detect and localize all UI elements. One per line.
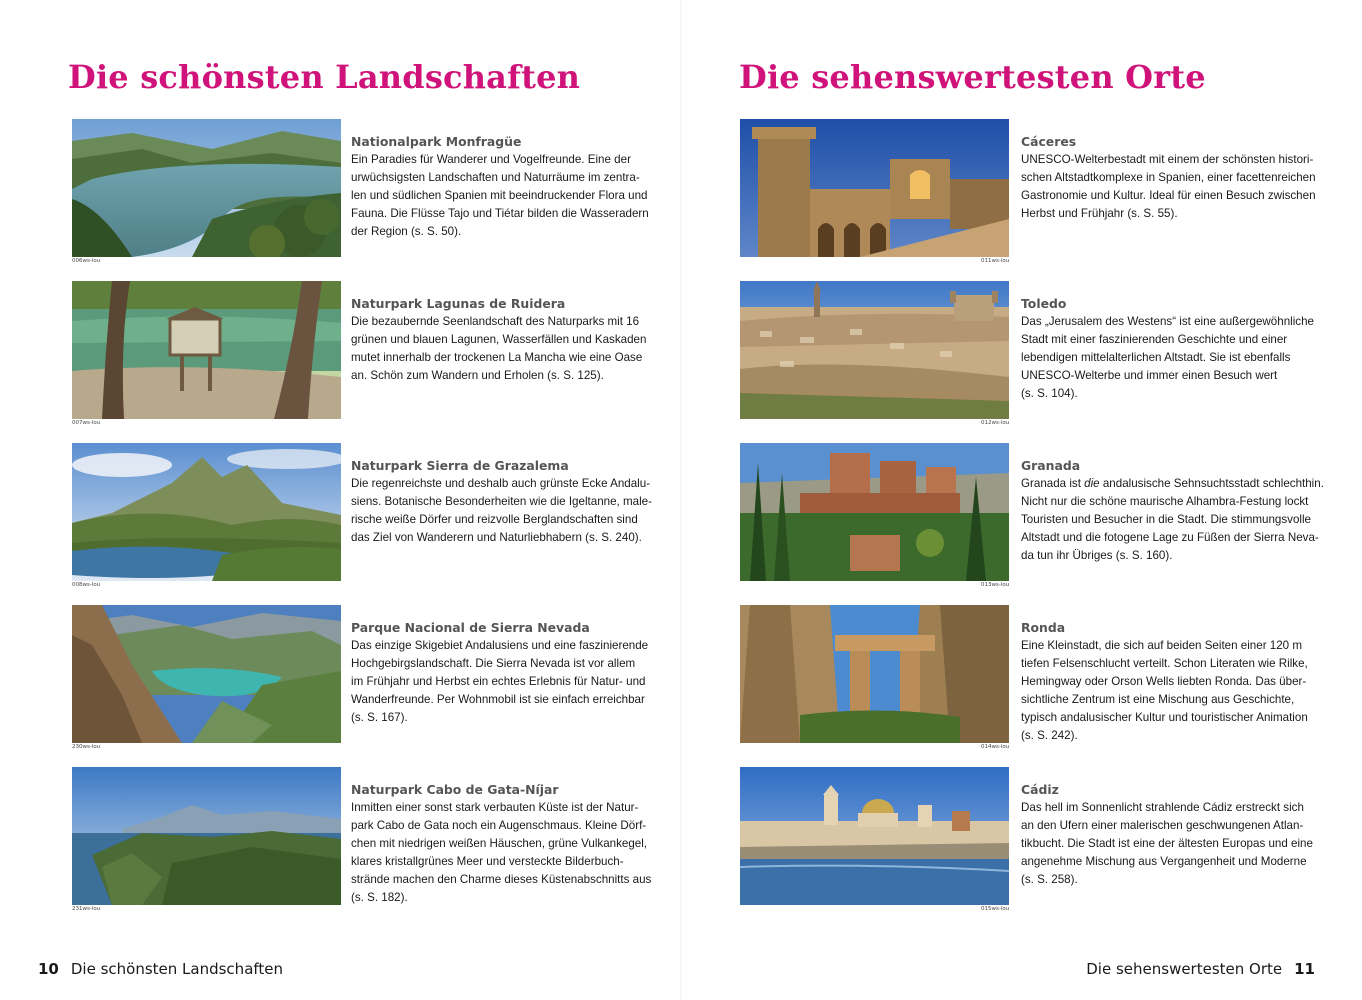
footer-section-title: Die sehenswertesten Orte bbox=[1086, 960, 1283, 978]
entry-title: Ronda bbox=[1021, 620, 1066, 635]
entry-title: Naturpark Lagunas de Ruidera bbox=[351, 296, 566, 311]
entry-description: Das einzige Skigebiet Andalusiens und eine faszinierende Hochgebirgslandschaft. Die Sierra Nevada ist vor allem im Frühjahr und Herbst ein echtes Erlebnis für Natur- und Wanderfreunde. Per Wohnmobil ist sie einfach erreichbar (s. S. 167). bbox=[351, 639, 649, 724]
photo-cabo-de-gata bbox=[72, 767, 341, 905]
entry-granada bbox=[740, 443, 1324, 593]
entry-title: Cáceres bbox=[1021, 134, 1077, 149]
photo-toledo bbox=[740, 281, 1009, 419]
emphasis-die: die bbox=[1084, 477, 1100, 490]
entry-title: Naturpark Cabo de Gata-Níjar bbox=[351, 782, 559, 797]
entry-title: Cádiz bbox=[1021, 782, 1059, 797]
entry-caceres bbox=[740, 119, 1316, 269]
photo-granada bbox=[740, 443, 1009, 581]
photo-cadiz bbox=[740, 767, 1009, 905]
image-code: 230ws-lou bbox=[72, 744, 101, 750]
image-code: 014ws-lou bbox=[981, 744, 1010, 750]
entry-sierra-de-grazalema bbox=[72, 443, 652, 593]
entry-title: Parque Nacional de Sierra Nevada bbox=[351, 620, 590, 635]
entry-description: UNESCO-Welterbestadt mit einem der schönsten histori- schen Altstadtkomplexe in Spanien, einer facettenreichen Gastronomie und Kultur. Ideal für einen Besuch zwischen Herbst und Frühjahr (s. S. 55). bbox=[1021, 153, 1316, 220]
page-footer-right bbox=[1086, 960, 1315, 978]
photo-caceres bbox=[740, 119, 1009, 257]
entry-title: Naturpark Sierra de Grazalema bbox=[351, 458, 569, 473]
image-code: 015ws-lou bbox=[981, 906, 1010, 912]
photo-sierra-nevada bbox=[72, 605, 341, 743]
entry-ronda bbox=[740, 605, 1308, 755]
entry-description: Inmitten einer sonst stark verbauten Küste ist der Natur- park Cabo de Gata noch ein Augenschmaus. Kleine Dörf- chen mit niedrigen weißen Häuschen, grüne Vulkankegel, klares kristallgrünes Meer und versteckte Bilderbuch- strände machen den Charme dieses Küstenabschnitts aus (s. S. 182). bbox=[351, 801, 652, 904]
entry-description: Das „Jerusalem des Westens“ ist eine außergewöhnliche Stadt mit einer faszinierenden Geschichte und einer lebendigen mittelalterlichen Altstadt. Sie ist ebenfalls UNESCO-Welterbe und immer einen Besuch wert (s. S. 104). bbox=[1021, 315, 1314, 400]
entry-sierra-nevada bbox=[72, 605, 649, 755]
entry-description: Granada ist die andalusische Sehnsuchtsstadt schlechthin. Nicht nur die schöne maurische Alhambra-Festung lockt Touristen und Besucher in die Stadt. Die stimmungsvolle Altstadt und die fotogene Lage zu Füßen der Sierra Neva- da tun ihr Übriges (s. S. 160). bbox=[1021, 477, 1324, 562]
entry-monfrague bbox=[72, 119, 649, 269]
right-page bbox=[681, 0, 1362, 1000]
image-code: 006ws-lou bbox=[72, 258, 101, 264]
footer-section-title: Die schönsten Landschaften bbox=[70, 960, 284, 978]
entry-lagunas-de-ruidera bbox=[72, 281, 647, 431]
page-footer-left bbox=[38, 960, 283, 978]
image-code: 007ws-lou bbox=[72, 420, 101, 426]
image-code: 013ws-lou bbox=[981, 582, 1010, 588]
photo-sierra-de-grazalema bbox=[72, 443, 341, 581]
entry-toledo bbox=[740, 281, 1314, 431]
photo-lagunas-de-ruidera bbox=[72, 281, 341, 419]
entry-description: Eine Kleinstadt, die sich auf beiden Seiten einer 120 m tiefen Felsenschlucht verteilt. Schon Literaten wie Rilke, Hemingway oder Orson Wells liebten Ronda. Das über- sichtliche Zentrum ist eine Mischung aus Geschichte, typisch andalusischer Kultur und touristischer Animation (s. S. 242). bbox=[1021, 639, 1308, 742]
entry-title: Toledo bbox=[1021, 296, 1067, 311]
image-code: 231ws-lou bbox=[72, 906, 101, 912]
page-number: 10 bbox=[38, 960, 59, 978]
entry-description: Ein Paradies für Wanderer und Vogelfreunde. Eine der urwüchsigsten Landschaften und Naturräume im zentra- len und südlichen Spanien mit beeindruckender Flora und Fauna. Die Flüsse Tajo und Tiétar bilden die Wasseradern der Region (s. S. 50). bbox=[351, 153, 649, 238]
page-number: 11 bbox=[1294, 960, 1315, 978]
entry-cadiz bbox=[740, 767, 1313, 917]
page-heading-landscapes: Die schönsten Landschaften bbox=[68, 58, 581, 96]
photo-ronda bbox=[740, 605, 1009, 743]
entry-description: Die bezaubernde Seenlandschaft des Naturparks mit 16 grünen und blauen Lagunen, Wasserfällen und Kaskaden mutet innerhalb der trockenen La Mancha wie eine Oase an. Schön zum Wandern und Erholen (s. S. 125). bbox=[351, 315, 647, 382]
entry-description: Das hell im Sonnenlicht strahlende Cádiz erstreckt sich an den Ufern einer malerischen geschwungenen Atlan- tikbucht. Die Stadt ist eine der ältesten Europas und eine angenehme Mischung aus Vergangenheit und Moderne (s. S. 258). bbox=[1021, 801, 1313, 886]
entry-title: Granada bbox=[1021, 458, 1081, 473]
entry-cabo-de-gata bbox=[72, 767, 652, 917]
image-code: 011ws-lou bbox=[981, 258, 1010, 264]
entry-description: Die regenreichste und deshalb auch grünste Ecke Andalu- siens. Botanische Besonderheiten wie die Igeltanne, male- rische weiße Dörfer und reizvolle Berglandschaften sind das Ziel von Wanderern und Naturliebhabern (s. S. 240). bbox=[351, 477, 652, 544]
entry-title: Nationalpark Monfragüe bbox=[351, 134, 522, 149]
page-heading-places: Die sehenswertesten Orte bbox=[739, 58, 1206, 96]
photo-monfrague bbox=[72, 119, 341, 257]
image-code: 008ws-lou bbox=[72, 582, 101, 588]
image-code: 012ws-lou bbox=[981, 420, 1010, 426]
